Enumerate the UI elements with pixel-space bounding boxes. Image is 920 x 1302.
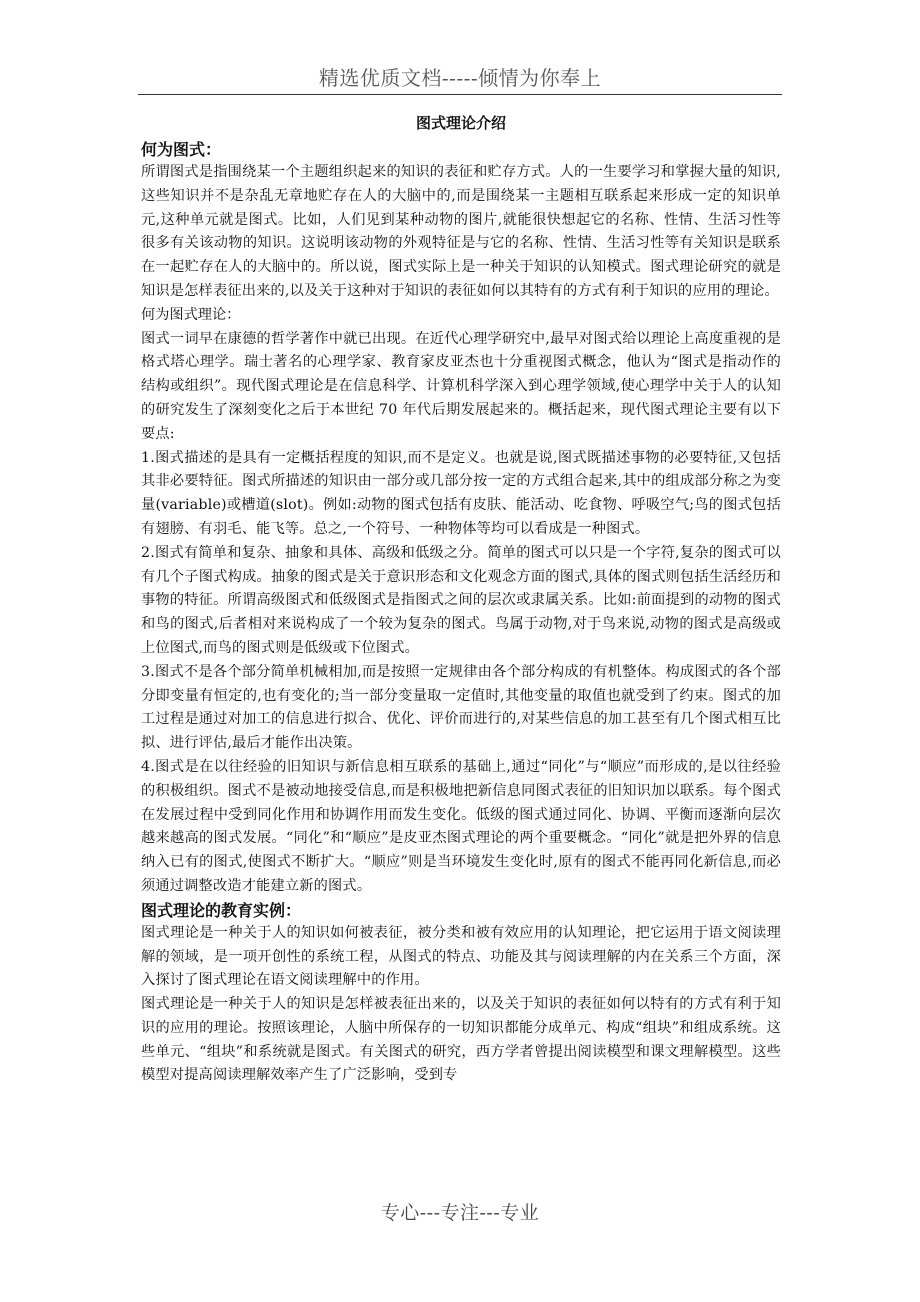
page-header: 精选优质文档-----倾情为你奉上 [318, 66, 602, 90]
list-item-point-2: 2.图式有简单和复杂、抽象和具体、高级和低级之分。简单的图式可以只是一个字符,复杂的图式可以有几个子图式构成。抽象的图式是关于意识形态和文化观念方面的图式,具体的图式则包括生活经历和事物的特征。所谓高级图式和低级图式是指图式之间的层次或隶属关系。比如:前面提到的动物的图式和鸟的图式,后者相对来说构成了一个较为复杂的图式。鸟属于动物,对于鸟来说,动物的图式是高级或上位图式,而鸟的图式则是低级或下位图式。 [141, 544, 781, 656]
document-title: 图式理论介绍 [415, 114, 506, 132]
document-body [141, 110, 781, 1088]
section-heading-what-is-schema-theory: 何为图式理论： [141, 306, 241, 323]
paragraph-education-example-2: 图式理论是一种关于人的知识是怎样被表征出来的，以及关于知识的表征如何以特有的方式有利于知识的应用的理论。按照该理论，人脑中所保存的一切知识都能分成单元、构成“组块”和组成系统。这些单元、“组块”和系统就是图式。有关图式的研究，西方学者曾提出阅读模型和课文理解模型。这些模型对提高阅读理解效率产生了广泛影响，受到专 [141, 996, 781, 1084]
page-footer: 专心---专注---专业 [380, 1202, 540, 1224]
list-item-point-4: 4.图式是在以往经验的旧知识与新信息相互联系的基础上,通过“同化”与“顺应”而形成的,是以往经验的积极组织。图式不是被动地接受信息,而是积极地把新信息同图式表征的旧知识加以联系。每个图式在发展过程中受到同化作用和协调作用而发生变化。低级的图式通过同化、协调、平衡而逐渐向层次越来越高的图式发展。“同化”和“顺应”是皮亚杰图式理论的两个重要概念。“同化”就是把外界的信息纳入已有的图式,使图式不断扩大。“顺应”则是当环境发生变化时,原有的图式不能再同化新信息,而必须通过调整改造才能建立新的图式。 [141, 758, 781, 894]
list-item-point-1: 1.图式描述的是具有一定概括程度的知识,而不是定义。也就是说,图式既描述事物的必要特征,又包括其非必要特征。图式所描述的知识由一部分或几部分按一定的方式组合起来,其中的组成部分称之为变量(variable)或槽道(slot)。例如:动物的图式包括有皮肤、能活动、吃食物、呼吸空气;鸟的图式包括有翅膀、有羽毛、能飞等。总之,一个符号、一种物体等均可以看成是一种图式。 [141, 449, 781, 537]
header-divider [138, 94, 782, 95]
paragraph-schema-theory-history: 图式一词早在康德的哲学著作中就已出现。在近代心理学研究中,最早对图式给以理论上高度重视的是格式塔心理学。瑞士著名的心理学家、教育家皮亚杰也十分重视图式概念，他认为“图式是指动作的结构或组织”。现代图式理论是在信息科学、计算机科学深入到心理学领域,使心理学中关于人的认知的研究发生了深刻变化之后于本世纪 70 年代后期发展起来的。概括起来，现代图式理论主要有以下要点: [141, 330, 781, 442]
list-item-point-3: 3.图式不是各个部分简单机械相加,而是按照一定规律由各个部分构成的有机整体。构成图式的各个部分即变量有恒定的,也有变化的;当一部分变量取一定值时,其他变量的取值也就受到了约束。图式的加工过程是通过对加工的信息进行拟合、优化、评价而进行的,对某些信息的加工甚至有几个图式相互比拟、进行评估,最后才能作出决策。 [141, 663, 781, 752]
paragraph-schema-definition: 所谓图式是指围绕某一个主题组织起来的知识的表征和贮存方式。人的一生要学习和掌握大量的知识,这些知识并不是杂乱无章地贮存在人的大脑中的,而是围绕某一主题相互联系起来形成一定的知识单元,这种单元就是图式。比如，人们见到某种动物的图片,就能很快想起它的名称、性情、生活习性等很多有关该动物的知识。这说明该动物的外观特征是与它的名称、性情、生活习性等有关知识是联系在一起贮存在人的大脑中的。所以说，图式实际上是一种关于知识的认知模式。图式理论研究的就是知识是怎样表征出来的,以及关于这种对于知识的表征如何以其特有的方式有利于知识的应用的理论。 [141, 164, 781, 299]
paragraph-education-example-1: 图式理论是一种关于人的知识如何被表征，被分类和被有效应用的认知理论，把它运用于语文阅读理解的领域，是一项开创性的系统工程，从图式的特点、功能及其与阅读理解的内在关系三个方面，深入探讨了图式理论在语文阅读理解中的作用。 [141, 924, 781, 989]
section-heading-what-is-schema: 何为图式： [141, 140, 222, 159]
section-heading-education-examples: 图式理论的教育实例： [141, 900, 302, 920]
